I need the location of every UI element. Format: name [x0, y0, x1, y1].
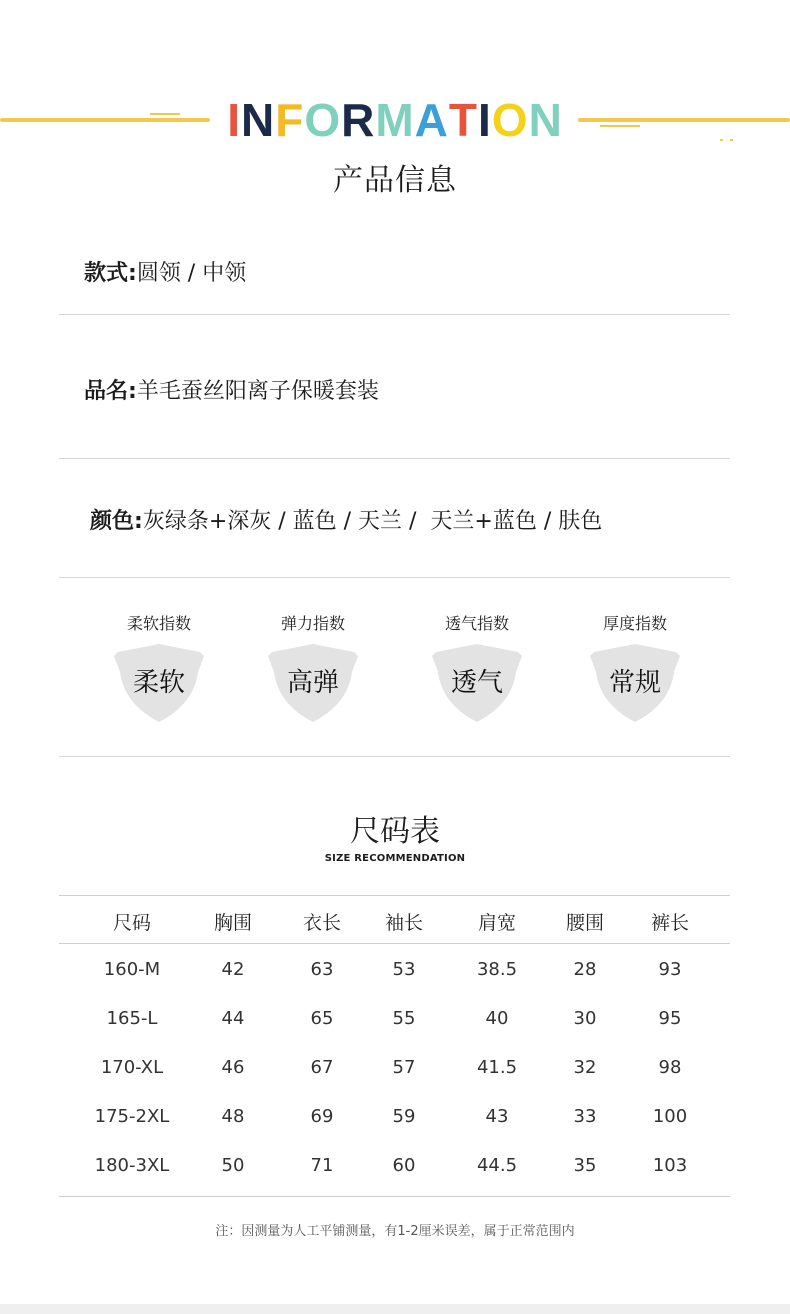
table-header-cell: 尺码	[112, 912, 151, 934]
table-cell: 69	[310, 1106, 334, 1127]
table-cell: 44.5	[476, 1155, 518, 1176]
information-letter: T	[448, 94, 478, 146]
information-letter: O	[304, 94, 342, 146]
table-cell: 43	[485, 1106, 509, 1127]
table-row-size: 165-L	[106, 1008, 158, 1029]
table-cell: 103	[652, 1155, 688, 1176]
table-cell: 67	[310, 1057, 334, 1078]
table-cell: 100	[652, 1106, 688, 1127]
index-value: 柔软	[132, 668, 185, 698]
index-value: 常规	[608, 668, 661, 698]
table-cell: 65	[310, 1008, 334, 1029]
divider	[59, 577, 730, 578]
shield-icon	[588, 642, 682, 724]
index-value: 高弹	[286, 668, 339, 698]
information-heading	[0, 92, 790, 148]
size-chart-title: 尺码表	[350, 814, 440, 849]
table-cell: 30	[573, 1008, 597, 1029]
shield-icon	[112, 642, 206, 724]
information-letter: I	[227, 94, 241, 146]
table-header-cell: 衣长	[302, 912, 341, 934]
index-thickness	[575, 612, 695, 724]
table-row-size: 170-XL	[100, 1057, 164, 1078]
information-letter: N	[240, 94, 276, 146]
table-cell: 40	[485, 1008, 509, 1029]
shield-icon	[266, 642, 360, 724]
table-cell: 60	[392, 1155, 416, 1176]
table-cell: 53	[392, 959, 416, 980]
table-cell: 57	[392, 1057, 416, 1078]
index-label: 柔软指数	[126, 614, 191, 633]
table-cell: 50	[221, 1155, 245, 1176]
index-softness	[99, 612, 219, 724]
table-cell: 95	[658, 1008, 682, 1029]
table-header-border	[59, 943, 730, 944]
information-letter: M	[375, 94, 415, 146]
index-label: 厚度指数	[602, 614, 667, 633]
bottom-band	[0, 1304, 790, 1314]
table-header-cell: 裤长	[650, 912, 689, 934]
attr-color-value: 灰绿条+深灰 / 蓝色 / 天兰 / 天兰+蓝色 / 肤色	[142, 509, 603, 534]
attr-style-label: 款式:	[84, 261, 137, 286]
table-cell: 28	[573, 959, 597, 980]
table-cell: 71	[310, 1155, 334, 1176]
table-header-cell: 腰围	[565, 912, 604, 934]
information-letter: A	[414, 94, 449, 146]
size-chart-subtitle: SIZE RECOMMENDATION	[324, 853, 466, 864]
table-cell: 46	[221, 1057, 245, 1078]
index-label: 弹力指数	[280, 614, 345, 633]
divider	[59, 314, 730, 315]
information-letter: R	[341, 94, 376, 146]
attr-name-value: 羊毛蚕丝阳离子保暖套装	[136, 379, 379, 404]
table-bottom-border	[59, 1196, 730, 1197]
table-cell: 55	[392, 1008, 416, 1029]
shield-icon	[430, 642, 524, 724]
index-elasticity	[253, 612, 373, 724]
table-cell: 42	[221, 959, 245, 980]
table-cell: 44	[221, 1008, 245, 1029]
table-cell: 33	[573, 1106, 597, 1127]
information-letter: I	[478, 94, 492, 146]
table-cell: 59	[392, 1106, 416, 1127]
table-cell: 48	[221, 1106, 245, 1127]
product-info-title: 产品信息	[333, 163, 457, 198]
table-cell: 41.5	[476, 1057, 518, 1078]
table-cell: 98	[658, 1057, 682, 1078]
index-breathability	[417, 612, 537, 724]
information-letter: N	[528, 94, 563, 146]
table-cell: 32	[573, 1057, 597, 1078]
index-label: 透气指数	[444, 614, 509, 633]
attr-name-row	[84, 374, 379, 405]
attr-style-value: 圆领 / 中领	[136, 261, 247, 286]
measurement-note: 注：因测量为人工平铺测量，有1-2厘米误差，属于正常范围内	[215, 1224, 575, 1239]
table-header-cell: 肩宽	[477, 912, 516, 934]
table-cell: 93	[658, 959, 682, 980]
attr-name-label: 品名:	[84, 379, 137, 404]
information-letter: O	[491, 94, 529, 146]
attr-style-row	[84, 256, 246, 287]
table-header-cell: 袖长	[384, 912, 423, 934]
table-cell: 63	[310, 959, 334, 980]
table-header-cell: 胸围	[213, 912, 252, 934]
table-row-size: 175-2XL	[94, 1106, 170, 1127]
divider	[59, 756, 730, 757]
table-row-size: 180-3XL	[94, 1155, 170, 1176]
attr-color-label: 颜色:	[90, 509, 143, 534]
table-row-size: 160-M	[103, 959, 161, 980]
index-value: 透气	[450, 668, 503, 698]
table-top-border	[59, 895, 730, 896]
divider	[59, 458, 730, 459]
information-letter: F	[275, 94, 305, 146]
table-cell: 38.5	[476, 959, 518, 980]
attr-color-row	[90, 504, 602, 535]
table-cell: 35	[573, 1155, 597, 1176]
